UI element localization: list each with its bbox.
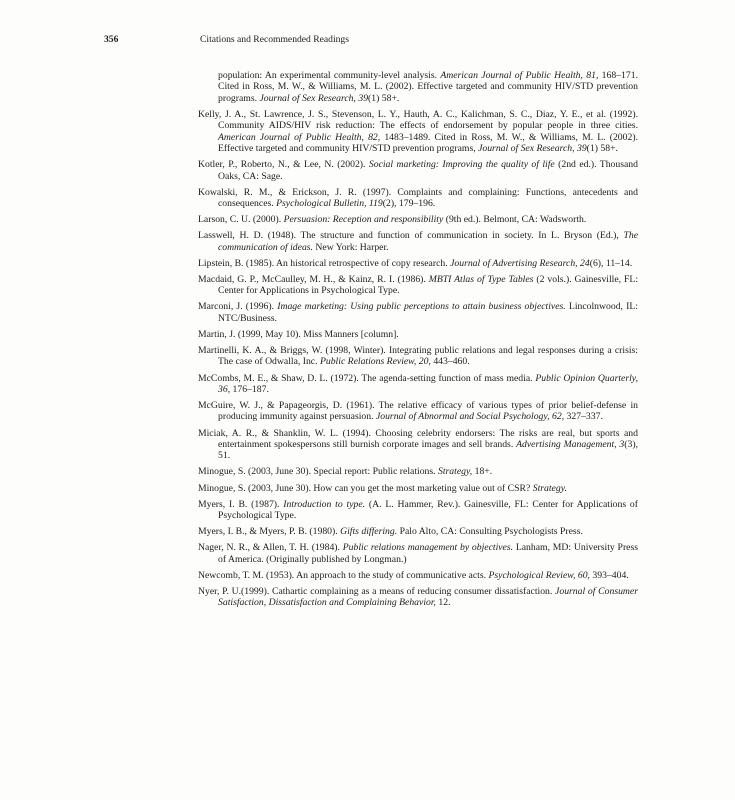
reference-text: New York: Harper. — [312, 241, 389, 253]
reference-text: 1483–1489. Cited in Ross, M. W., & Williams, M. L. (2002). Effective targeted and community HIV/STD prevention programs, — [218, 131, 638, 155]
reference-italic-text: Persuasion: Reception and responsibility — [283, 214, 444, 226]
reference-text: McGuire, W. J., & Papageorgis, D. (1961). The relative efficacy of various types of prior belief-defense in producing immunity against persuasion. — [198, 400, 638, 423]
reference-entry — [198, 301, 638, 324]
reference-text: Lanham, MD: University Press of America. (Originally published by Longman.) — [218, 542, 639, 565]
reference-text: Minogue, S. (2003, June 30). Special report: Public relations. — [198, 466, 438, 478]
reference-italic-text: Advertising Management, 3 — [516, 438, 625, 450]
reference-text: (A. L. Hammer, Rev.). Gainesville, FL: Center for Applications of Psychological Type. — [218, 498, 638, 521]
reference-entry — [198, 214, 638, 225]
reference-italic-text: Psychological Bulletin, 119 — [276, 198, 383, 210]
reference-text: Martinelli, K. A., & Briggs, W. (1998, Winter). Integrating public relations and legal responses during a crisis: The case of Odwalla, Inc. — [198, 345, 638, 368]
reference-text: population: An experimental community-level analysis. — [218, 70, 441, 81]
reference-text: Kotler, P., Roberto, N., & Lee, N. (2002). — [198, 159, 369, 171]
reference-entry — [198, 109, 638, 155]
reference-entry — [198, 329, 638, 340]
reference-text: Miciak, A. R., & Shanklin, W. L. (1994). Choosing celebrity endorsers: The risks are real, but sports and entertainment spokespersons still burnish corporate images and sell brands. — [198, 427, 638, 450]
reference-italic-text: Journal of Sex Research, 39 — [259, 92, 369, 104]
page-header — [104, 34, 675, 48]
reference-text: 18+. — [472, 466, 493, 478]
reference-text: Lasswell, H. D. (1948). The structure and function of communication in society. In L. Bryson (Ed.), — [198, 230, 624, 242]
reference-entry — [198, 274, 638, 297]
reference-entry — [198, 586, 638, 609]
reference-italic-text: Journal of Abnormal and Social Psychology, 62, — [375, 411, 565, 423]
reference-entry — [198, 542, 638, 565]
reference-text: Nyer, P. U.(1999). Cathartic complaining as a means of reducing consumer dissatisfaction. — [198, 585, 556, 597]
reference-entry — [198, 400, 638, 423]
reference-italic-text: American Journal of Public Health, 82, — [218, 131, 381, 143]
reference-text: Kowalski, R. M., & Erickson, J. R. (1997). Complaints and complaining: Functions, antecedents and consequences. — [198, 186, 638, 210]
reference-text: Macdaid, G. P., McCaulley, M. H., & Kainz, R. I. (1986). — [198, 273, 429, 285]
reference-text: Newcomb, T. M. (1953). An approach to the study of communicative acts. — [198, 569, 489, 581]
reference-entry — [198, 483, 638, 494]
reference-text: (9th ed.). Belmont, CA: Wadsworth. — [443, 214, 587, 226]
reference-text: (2 vols.). Gainesville, FL: Center for Applications in Psychological Type. — [218, 273, 639, 297]
reference-text: Larson, C. U. (2000). — [198, 214, 284, 226]
reference-entry — [198, 499, 638, 522]
reference-text: Lincolnwood, IL: NTC/Business. — [218, 301, 638, 324]
reference-text: McCombs, M. E., & Shaw, D. L. (1972). The agenda-setting function of mass media. — [198, 372, 536, 384]
reference-text: 168–171. Cited in Ross, M. W., & Williams, M. L. (2002). Effective targeted and community HIV/STD prevention programs. — [218, 70, 639, 104]
reference-text: Marconi, J. (1996). — [198, 301, 278, 313]
reference-italic-text: Journal of Advertising Research, 24 — [450, 257, 590, 269]
page-number: 356 — [104, 34, 119, 45]
reference-text: 176–187. — [230, 383, 269, 395]
reference-italic-text: Journal of Sex Research, 39 — [478, 143, 587, 155]
reference-list — [198, 70, 638, 613]
reference-italic-text: Journal of Consumer Satisfaction, Dissatisfaction and Complaining Behavior, — [218, 585, 638, 609]
reference-entry — [198, 428, 638, 462]
reference-text: Lipstein, B. (1985). An historical retrospective of copy research. — [198, 257, 451, 269]
reference-text: 12. — [435, 597, 451, 609]
reference-italic-text: Introduction to type. — [283, 498, 366, 510]
reference-text: (2nd ed.). Thousand Oaks, CA: Sage. — [218, 159, 638, 182]
reference-italic-text: Public Relations Review, 20, — [319, 356, 431, 368]
reference-text: Myers, I. B. (1987). — [198, 498, 284, 510]
reference-text: Minogue, S. (2003, June 30). How can you get the most marketing value out of CSR? — [198, 482, 533, 494]
reference-text: (1) 58+. — [586, 143, 618, 155]
reference-entry — [198, 258, 638, 269]
reference-text: 393–404. — [589, 569, 629, 581]
reference-italic-text: Strategy, — [438, 466, 473, 478]
reference-italic-text: Psychological Review, 60, — [488, 569, 590, 581]
reference-italic-text: Strategy. — [532, 482, 567, 494]
reference-entry — [198, 345, 638, 368]
reference-entry — [198, 187, 638, 210]
reference-entry — [198, 570, 638, 581]
reference-italic-text: Public Opinion Quarterly, 36, — [218, 372, 638, 395]
reference-text: (1) 58+. — [368, 92, 400, 104]
reference-text: Martin, J. (1999, May 10). Miss Manners [column]. — [198, 328, 399, 340]
reference-text: (6), 11–14. — [589, 257, 633, 269]
reference-text: Kelly, J. A., St. Lawrence, J. S., Stevenson, L. Y., Hauth, A. C., Kalichman, S. C., Diaz, Y. E., et al. (1992). Community AIDS/HIV risk reduction: The effects of endorsement by popular people in three cities. — [198, 108, 638, 132]
reference-text: 443–460. — [430, 356, 470, 368]
reference-italic-text: MBTI Atlas of Type Tables — [428, 273, 534, 285]
reference-italic-text: Public relations management by objectives. — [342, 542, 514, 554]
reference-entry — [198, 70, 638, 104]
reference-italic-text: Social marketing: Improving the quality of life — [368, 159, 555, 171]
reference-italic-text: The communication of ideas. — [218, 230, 638, 253]
reference-text: 327–337. — [564, 411, 603, 423]
reference-text: (3), 51. — [218, 438, 638, 462]
reference-text: (2), 179–196. — [382, 198, 436, 210]
reference-entry — [198, 373, 638, 396]
reference-entry — [198, 159, 638, 182]
reference-italic-text: Gifts differing. — [340, 526, 398, 538]
reference-entry — [198, 466, 638, 477]
reference-text: Palo Alto, CA: Consulting Psychologists Press. — [397, 526, 583, 538]
running-head: Citations and Recommended Readings — [200, 34, 349, 45]
reference-entry — [198, 526, 638, 537]
reference-italic-text: American Journal of Public Health, 81, — [440, 70, 599, 81]
reference-entry — [198, 230, 638, 253]
reference-text: Nager, N. R., & Allen, T. H. (1984). — [198, 542, 343, 554]
reference-text: Myers, I. B., & Myers, P. B. (1980). — [198, 526, 341, 538]
reference-italic-text: Image marketing: Using public perceptions to attain business objectives. — [277, 301, 566, 313]
